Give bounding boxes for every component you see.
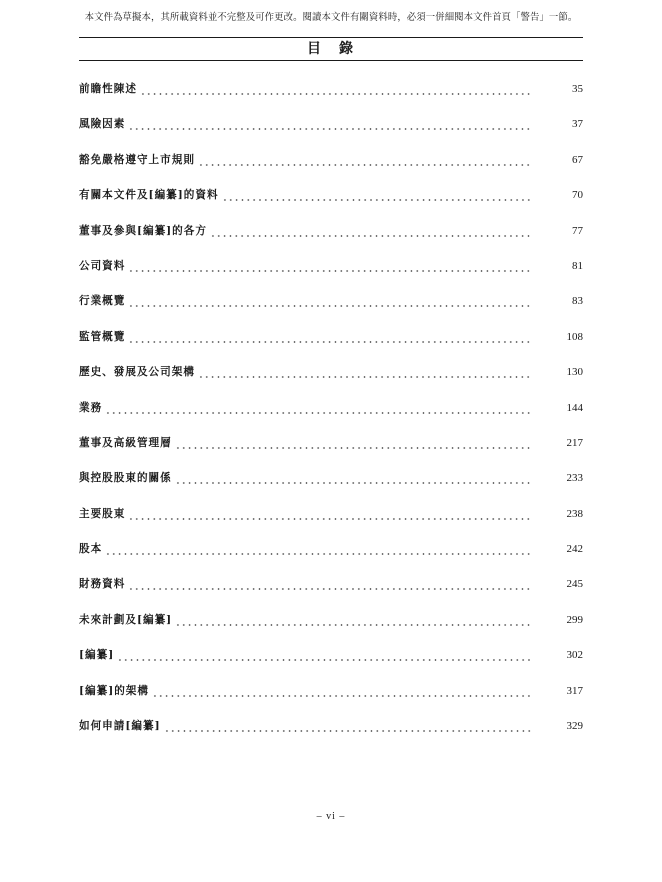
page-number: – vi – bbox=[316, 811, 346, 822]
toc-entry-future-plans[interactable] bbox=[79, 611, 583, 646]
toc-entry-page: 238 bbox=[566, 507, 583, 520]
dot-leader bbox=[140, 80, 533, 98]
title-top-rule bbox=[79, 37, 583, 38]
toc-entry-forward-looking-statements[interactable] bbox=[79, 80, 583, 115]
toc-entry-label: [編纂] bbox=[79, 649, 115, 662]
toc-entry-page: 77 bbox=[572, 224, 583, 237]
toc-entry-label: 股本 bbox=[79, 543, 103, 556]
toc-entry-page: 299 bbox=[566, 613, 583, 626]
toc-entry-label: 有關本文件及[編纂]的資料 bbox=[79, 189, 219, 202]
toc-entry-label: 財務資料 bbox=[79, 578, 126, 591]
toc-entry-how-to-apply[interactable] bbox=[79, 717, 583, 752]
toc-entry-risk-factors[interactable] bbox=[79, 115, 583, 150]
toc-entry-controlling-shareholders[interactable] bbox=[79, 469, 583, 504]
toc-entry-page: 67 bbox=[572, 153, 583, 166]
toc-entry-page: 317 bbox=[566, 684, 583, 697]
toc-entry-page: 329 bbox=[566, 720, 583, 733]
toc-title: 目 錄 bbox=[307, 41, 355, 57]
toc-entry-corporate-information[interactable] bbox=[79, 257, 583, 292]
toc-entry-label: 行業概覽 bbox=[79, 295, 126, 308]
toc-entry-label: 如何申請[編纂] bbox=[79, 720, 161, 733]
toc-entry-page: 130 bbox=[566, 366, 583, 379]
toc-entry-waivers[interactable] bbox=[79, 151, 583, 186]
toc-entry-business[interactable] bbox=[79, 399, 583, 434]
toc-entry-page: 37 bbox=[572, 118, 583, 131]
toc-entry-label: 歷史、發展及公司架構 bbox=[79, 366, 195, 379]
dot-leader bbox=[128, 328, 533, 346]
toc-entry-label: [編纂]的架構 bbox=[79, 684, 149, 697]
toc-entry-history-and-structure[interactable] bbox=[79, 363, 583, 398]
dot-leader bbox=[128, 115, 533, 133]
dot-leader bbox=[198, 363, 533, 381]
dot-leader bbox=[128, 257, 533, 275]
toc-entry-label: 監管概覽 bbox=[79, 330, 126, 343]
toc-entry-page: 242 bbox=[566, 543, 583, 556]
toc-entry-page: 245 bbox=[566, 578, 583, 591]
toc-entry-label: 豁免嚴格遵守上市規則 bbox=[79, 153, 195, 166]
toc-entry-substantial-shareholders[interactable] bbox=[79, 505, 583, 540]
toc-entry-page: 35 bbox=[572, 83, 583, 95]
toc-entry-directors-and-parties[interactable] bbox=[79, 222, 583, 257]
toc-entry-label: 風險因素 bbox=[79, 118, 126, 131]
toc-entry-page: 108 bbox=[566, 330, 583, 343]
dot-leader bbox=[222, 186, 533, 204]
toc-entry-directors-and-management[interactable] bbox=[79, 434, 583, 469]
table-of-contents bbox=[79, 80, 583, 752]
toc-entry-page: 144 bbox=[566, 401, 583, 414]
dot-leader bbox=[117, 646, 533, 664]
toc-entry-page: 83 bbox=[572, 295, 583, 308]
dot-leader bbox=[105, 399, 533, 417]
toc-entry-page: 70 bbox=[572, 189, 583, 202]
draft-disclaimer: 本文件為草擬本，其所載資料並不完整及可作更改。閱讀本文件有關資料時，必須一併細閱本文件首頁「警告」一節。 bbox=[84, 12, 578, 23]
toc-entry-label: 公司資料 bbox=[79, 259, 126, 272]
toc-entry-label: 前瞻性陳述 bbox=[79, 83, 137, 95]
toc-entry-document-information[interactable] bbox=[79, 186, 583, 221]
dot-leader bbox=[105, 540, 533, 558]
dot-leader bbox=[175, 611, 533, 629]
toc-entry-page: 81 bbox=[572, 259, 583, 272]
toc-entry-regulatory-overview[interactable] bbox=[79, 328, 583, 363]
toc-entry-label: 主要股東 bbox=[79, 507, 126, 520]
toc-entry-page: 217 bbox=[566, 436, 583, 449]
toc-entry-label: 與控股股東的關係 bbox=[79, 472, 172, 485]
dot-leader bbox=[175, 469, 533, 487]
toc-entry-label: 董事及高級管理層 bbox=[79, 436, 172, 449]
toc-entry-share-capital[interactable] bbox=[79, 540, 583, 575]
dot-leader bbox=[152, 682, 533, 700]
title-bottom-rule bbox=[79, 60, 583, 61]
dot-leader bbox=[128, 505, 533, 523]
toc-entry-page: 233 bbox=[566, 472, 583, 485]
dot-leader bbox=[210, 222, 533, 240]
toc-entry-redacted[interactable] bbox=[79, 646, 583, 681]
dot-leader bbox=[128, 575, 533, 593]
toc-entry-structure[interactable] bbox=[79, 682, 583, 717]
toc-entry-label: 未來計劃及[編纂] bbox=[79, 613, 173, 626]
toc-entry-label: 董事及參與[編纂]的各方 bbox=[79, 224, 207, 237]
toc-entry-label: 業務 bbox=[79, 401, 103, 414]
dot-leader bbox=[175, 434, 533, 452]
dot-leader bbox=[164, 717, 533, 735]
toc-entry-page: 302 bbox=[566, 649, 583, 662]
toc-entry-industry-overview[interactable] bbox=[79, 292, 583, 327]
dot-leader bbox=[128, 292, 533, 310]
toc-entry-financial-information[interactable] bbox=[79, 575, 583, 610]
dot-leader bbox=[198, 151, 533, 169]
